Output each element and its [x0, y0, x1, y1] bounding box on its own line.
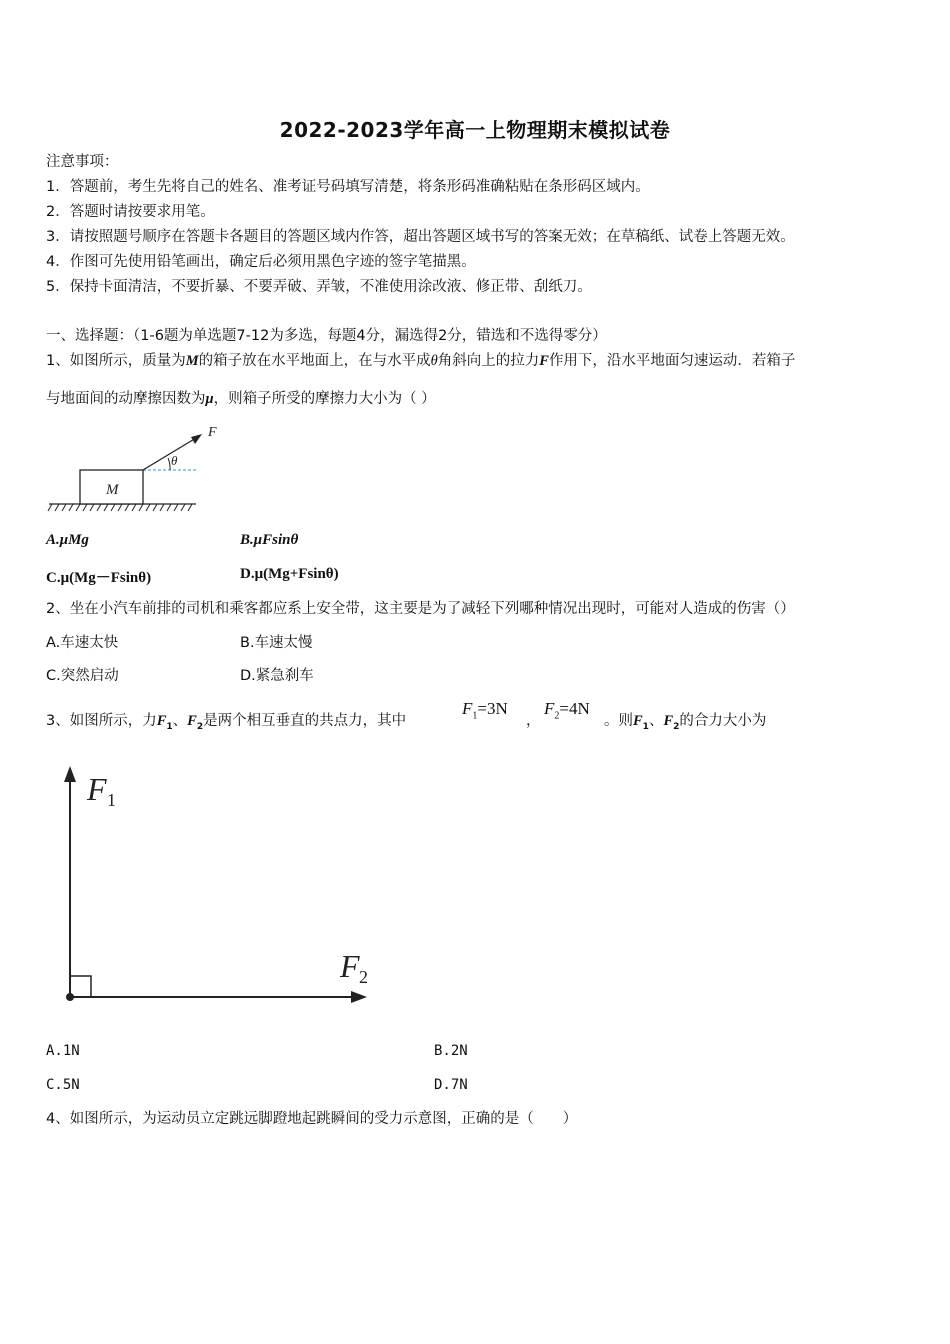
q3-option-b[interactable]: B.2N — [434, 1043, 468, 1059]
box-label: M — [106, 482, 119, 498]
q1-option-b[interactable]: B.μFsinθ — [240, 532, 299, 548]
q3-comma: ， — [526, 713, 541, 729]
q2-option-a[interactable]: A.车速太快 — [46, 635, 119, 651]
q2-option-c[interactable]: C.突然启动 — [46, 668, 119, 684]
q1-stem-line2: 与地面间的动摩擦因数为μ，则箱子所受的摩擦力大小为（ ） — [46, 391, 436, 407]
q1-option-d[interactable]: D.μ(Mg+Fsinθ) — [240, 566, 339, 582]
q3-eq-f1: $F_1=3N$ — [462, 699, 508, 722]
notice-item-5: 5．保持卡面清洁，不要折暴、不要弄破、弄皱，不准使用涂改液、修正带、刮纸刀。 — [46, 279, 592, 295]
force-label: F — [208, 425, 217, 440]
q3-force-figure — [55, 762, 385, 1007]
notice-item-2: 2．答题时请按要求用笔。 — [46, 204, 215, 220]
q2-stem: 2、坐在小汽车前排的司机和乘客都应系上安全带，这主要是为了减轻下列哪种情况出现时，可能对人造成的伤害（） — [46, 601, 795, 617]
notice-heading: 注意事项： — [46, 154, 119, 170]
f2-subscript: 2 — [359, 967, 368, 987]
q1-box-figure — [46, 420, 217, 515]
notice-item-4: 4．作图可先使用铅笔画出，确定后必须用黑色字迹的签字笔描黑。 — [46, 254, 476, 270]
q1-option-a[interactable]: A.μMg — [46, 532, 89, 548]
origin-point — [66, 993, 74, 1001]
f1-label: F — [87, 771, 107, 807]
notice-item-3: 3．请按照题号顺序在答题卡各题目的答题区域内作答，超出答题区域书写的答案无效；在草稿纸、试卷上答题无效。 — [46, 229, 795, 245]
q3-eq-f2: $F_2=4N$ — [544, 699, 590, 722]
q3-stem-tail: 。则$F_1$、$F_2$的合力大小为 — [604, 713, 767, 732]
q2-option-b[interactable]: B.车速太慢 — [240, 635, 313, 651]
q2-option-d[interactable]: D.紧急刹车 — [240, 668, 314, 684]
q3-option-a[interactable]: A.1N — [46, 1043, 80, 1059]
page-title: 2022-2023学年高一上物理期末模拟试卷 — [279, 118, 671, 142]
right-angle-mark — [70, 976, 91, 997]
theta-label: θ — [171, 453, 178, 468]
section-heading: 一、选择题：（1-6题为单选题7-12为多选，每题4分，漏选得2分，错选和不选得零分） — [46, 328, 607, 344]
f1-subscript: 1 — [107, 790, 116, 810]
q4-stem: 4、如图所示，为运动员立定跳远脚蹬地起跳瞬间的受力示意图，正确的是（ ） — [46, 1111, 578, 1127]
q3-option-c[interactable]: C.5N — [46, 1077, 80, 1093]
f2-label: F — [340, 948, 360, 984]
q3-stem: 3、如图所示，力$F_1$、$F_2$是两个相互垂直的共点力，其中 — [46, 713, 407, 732]
q3-option-d[interactable]: D.7N — [434, 1077, 468, 1093]
notice-item-1: 1．答题前，考生先将自己的姓名、准考证号码填写清楚，将条形码准确粘贴在条形码区域内。 — [46, 179, 650, 195]
q1-stem-line1: 1、如图所示，质量为M的箱子放在水平地面上，在与水平成θ角斜向上的拉力F作用下，沿水平地面匀速运动．若箱子 — [46, 353, 796, 369]
q1-option-c[interactable]: C.μ(Mg－Fsinθ) — [46, 570, 152, 586]
